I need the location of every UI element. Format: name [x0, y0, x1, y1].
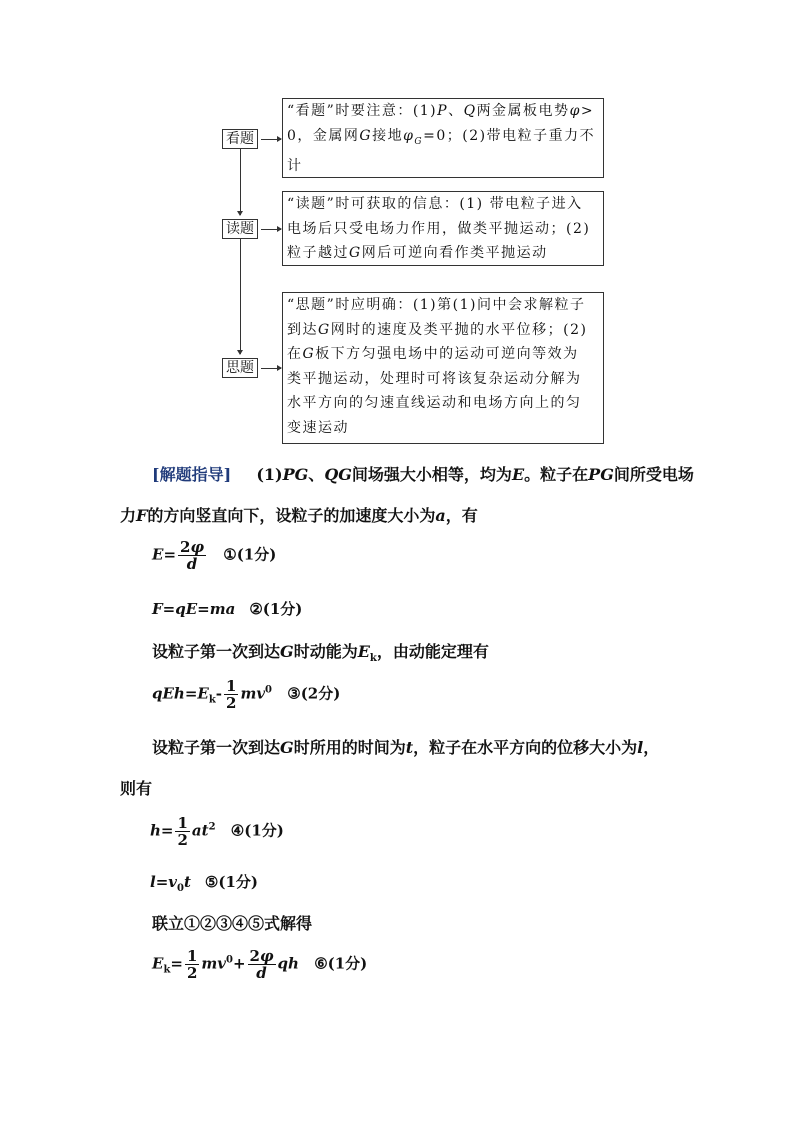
equation-6: $E_k=$ $\frac{1}{2}$ $mv^0+$ $\frac{2\varphi}{d}$ qh ⑥(1分): [152, 947, 368, 982]
note-line: “思题”时应明确：(1)第(1)问中会求解粒子: [287, 297, 586, 313]
note-siti: [282, 292, 604, 444]
note-line: “看题”时要注意：(1)P、Q两金属板电势φ>: [287, 103, 595, 119]
p1-line-a: (1)PG、QG间场强大小相等，均为E。粒子在PG间所受电场: [256, 465, 694, 484]
label-duti: 读题: [222, 219, 258, 239]
note-kanti: [282, 98, 604, 178]
note-line: “读题”时可获取的信息：(1) 带电粒子进入: [287, 196, 583, 212]
equation-5: $l=v_0t$ ⑤(1分): [150, 873, 258, 894]
solution-paragraph-4: 联立①②③④⑤式解得: [152, 914, 313, 933]
equation-4: h= $\frac{1}{2}$ $at^2$ ④(1分): [150, 814, 284, 849]
solution-paragraph-3b: 则有: [120, 779, 153, 798]
note-line: 变速运动: [287, 419, 349, 436]
equation-1: E= $\frac{2\varphi}{d}$ ①(1分): [152, 538, 277, 573]
note-duti: [282, 191, 604, 266]
note-line: 在G板下方匀强电场中的运动可逆向等效为: [287, 346, 579, 362]
arrow-kanti: [261, 139, 281, 140]
eq1-tag: ①(1分): [223, 545, 277, 564]
eq4-tag: ④(1分): [230, 821, 284, 840]
eq5-tag: ⑤(1分): [204, 873, 258, 891]
label-siti: 思题: [222, 358, 258, 378]
eq2-tag: ②(1分): [249, 600, 303, 618]
connector-1: [240, 149, 241, 215]
solution-paragraph-1b: 力F的方向竖直向下，设粒子的加速度大小为a，有: [120, 506, 478, 525]
note-line: 0，金属网G接地$\varphi_G=0$；(2)带电粒子重力不: [287, 127, 596, 147]
solution-paragraph-1: [152, 462, 694, 485]
note-line: 电场后只受电场力作用，做类平抛运动；(2): [287, 220, 591, 237]
note-line: 到达G网时的速度及类平抛的水平位移；(2): [287, 321, 588, 338]
note-line: 粒子越过G网后可逆向看作类平抛运动: [287, 245, 548, 261]
hint-label: [解题指导]: [152, 465, 232, 484]
note-line: 计: [287, 157, 303, 174]
note-line: 类平抛运动，处理时可将该复杂运动分解为: [287, 370, 582, 387]
note-line: 水平方向的匀速直线运动和电场方向上的匀: [287, 395, 582, 411]
arrow-siti: [261, 368, 281, 369]
arrow-duti: [261, 229, 281, 230]
equation-3: $qEh=E_k-$ $\frac{1}{2}$ $mv^0$ ③(2分): [152, 677, 341, 712]
solution-paragraph-2: 设粒子第一次到达G时动能为$E_k$，由动能定理有: [152, 642, 489, 665]
solution-paragraph-3: 设粒子第一次到达G时所用的时间为t，粒子在水平方向的位移大小为l，: [152, 738, 660, 757]
connector-2: [240, 239, 241, 354]
eq6-tag: ⑥(1分): [314, 954, 368, 973]
equation-2: F=qE=ma ②(1分): [152, 600, 303, 618]
eq3-tag: ③(2分): [287, 684, 341, 703]
label-kanti: 看题: [222, 129, 258, 149]
